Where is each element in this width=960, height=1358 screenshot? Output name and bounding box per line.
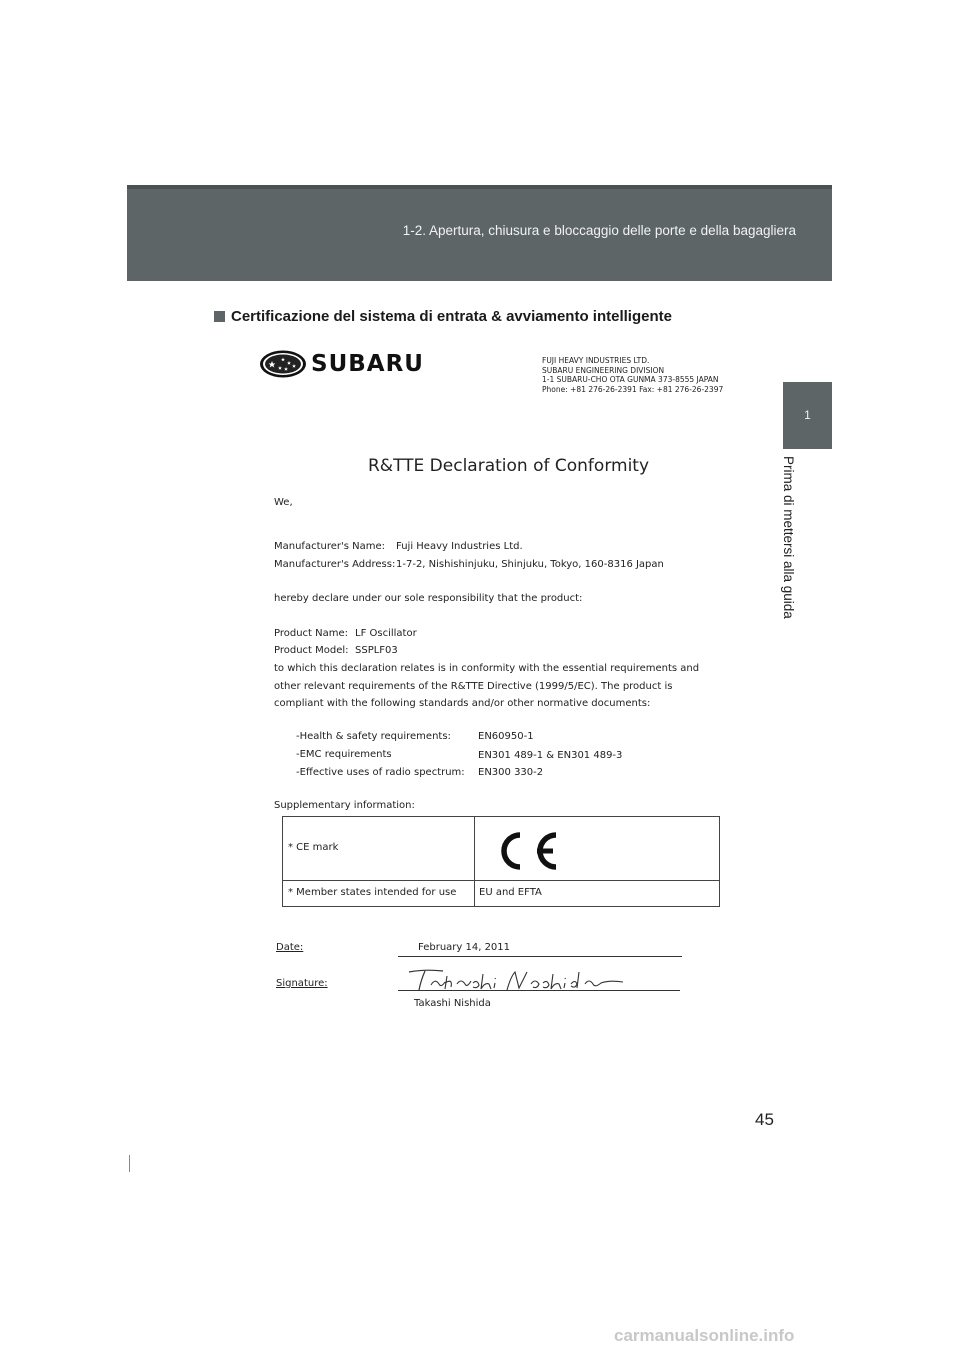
company-line: SUBARU ENGINEERING DIVISION: [542, 365, 665, 375]
manufacturer-name-label: Manufacturer's Name:: [274, 541, 386, 552]
manufacturer-name-value: Fuji Heavy Industries Ltd.: [396, 541, 523, 552]
date-label: Date:: [276, 942, 304, 953]
product-name-value: LF Oscillator: [355, 628, 417, 639]
declare-line: hereby declare under our sole responsibility that the product:: [274, 593, 583, 604]
standard-label: -Effective uses of radio spectrum:: [296, 767, 465, 778]
supplementary-table: [282, 816, 720, 907]
subaru-logo: [259, 349, 424, 379]
chapter-side-label: [781, 456, 806, 646]
logo-wordmark: SUBARU: [311, 351, 424, 377]
crop-mark: [129, 1155, 130, 1172]
chapter-side-tab: [783, 382, 832, 449]
chapter-number: 1: [804, 408, 811, 422]
chapter-side-label-text: Prima di mettersi alla guida: [781, 456, 796, 619]
company-line: 1-1 SUBARU-CHO OTA GUNMA 373-8555 JAPAN: [542, 375, 719, 384]
signature-underline: [398, 990, 680, 991]
date-value: February 14, 2011: [418, 942, 511, 953]
chapter-header-band: [127, 185, 832, 281]
conformity-line: other relevant requirements of the R&TTE Directive (1999/5/EC). The product is: [274, 681, 673, 692]
ce-mark-icon: [490, 830, 562, 872]
conformity-line: compliant with the following standards and/or other normative documents:: [274, 698, 651, 709]
member-row-label: * Member states intended for use: [288, 887, 457, 898]
section-title-text: Certificazione del sistema di entrata & avviamento intelligente: [231, 308, 672, 325]
we-line: We,: [274, 497, 293, 508]
conformity-line: to which this declaration relates is in conformity with the essential requirements and: [274, 663, 700, 674]
declaration-title: R&TTE Declaration of Conformity: [368, 456, 650, 476]
company-line: FUJI HEAVY INDUSTRIES LTD.: [542, 356, 650, 365]
page-number: 45: [755, 1110, 774, 1129]
manufacturer-address-value: 1-7-2, Nishishinjuku, Shinjuku, Tokyo, 160-8316 Japan: [396, 559, 664, 570]
ce-row-label: * CE mark: [288, 842, 339, 853]
company-line: Phone: +81 276-26-2391 Fax: +81 276-26-2397: [542, 384, 724, 394]
standard-value: EN60950-1: [478, 731, 534, 742]
company-address-block: [542, 356, 723, 394]
standard-label: -Health & safety requirements:: [296, 731, 451, 742]
section-title: [214, 308, 672, 325]
watermark: carmanualsonline.info: [614, 1326, 795, 1345]
standard-value: EN300 330-2: [478, 767, 544, 778]
product-name-label: Product Name:: [274, 628, 349, 639]
header-top-rule: [127, 185, 832, 189]
product-model-value: SSPLF03: [355, 645, 398, 656]
product-model-label: Product Model:: [274, 645, 349, 656]
table-divider: [474, 817, 475, 906]
manufacturer-address-label: Manufacturer's Address:: [274, 559, 396, 570]
date-underline: [398, 956, 682, 957]
table-divider: [283, 880, 719, 881]
signatory-name: Takashi Nishida: [414, 998, 491, 1009]
signature-label: Signature:: [276, 978, 328, 989]
square-bullet-icon: [214, 311, 225, 322]
member-row-value: EU and EFTA: [479, 887, 542, 898]
chapter-header-title: 1-2. Apertura, chiusura e bloccaggio delle porte e della bagagliera: [402, 223, 796, 238]
standard-value: EN301 489-1 & EN301 489-3: [478, 750, 623, 761]
supplementary-label: Supplementary information:: [274, 800, 415, 811]
standard-label: -EMC requirements: [296, 749, 392, 760]
subaru-stars-emblem-icon: [259, 349, 307, 379]
